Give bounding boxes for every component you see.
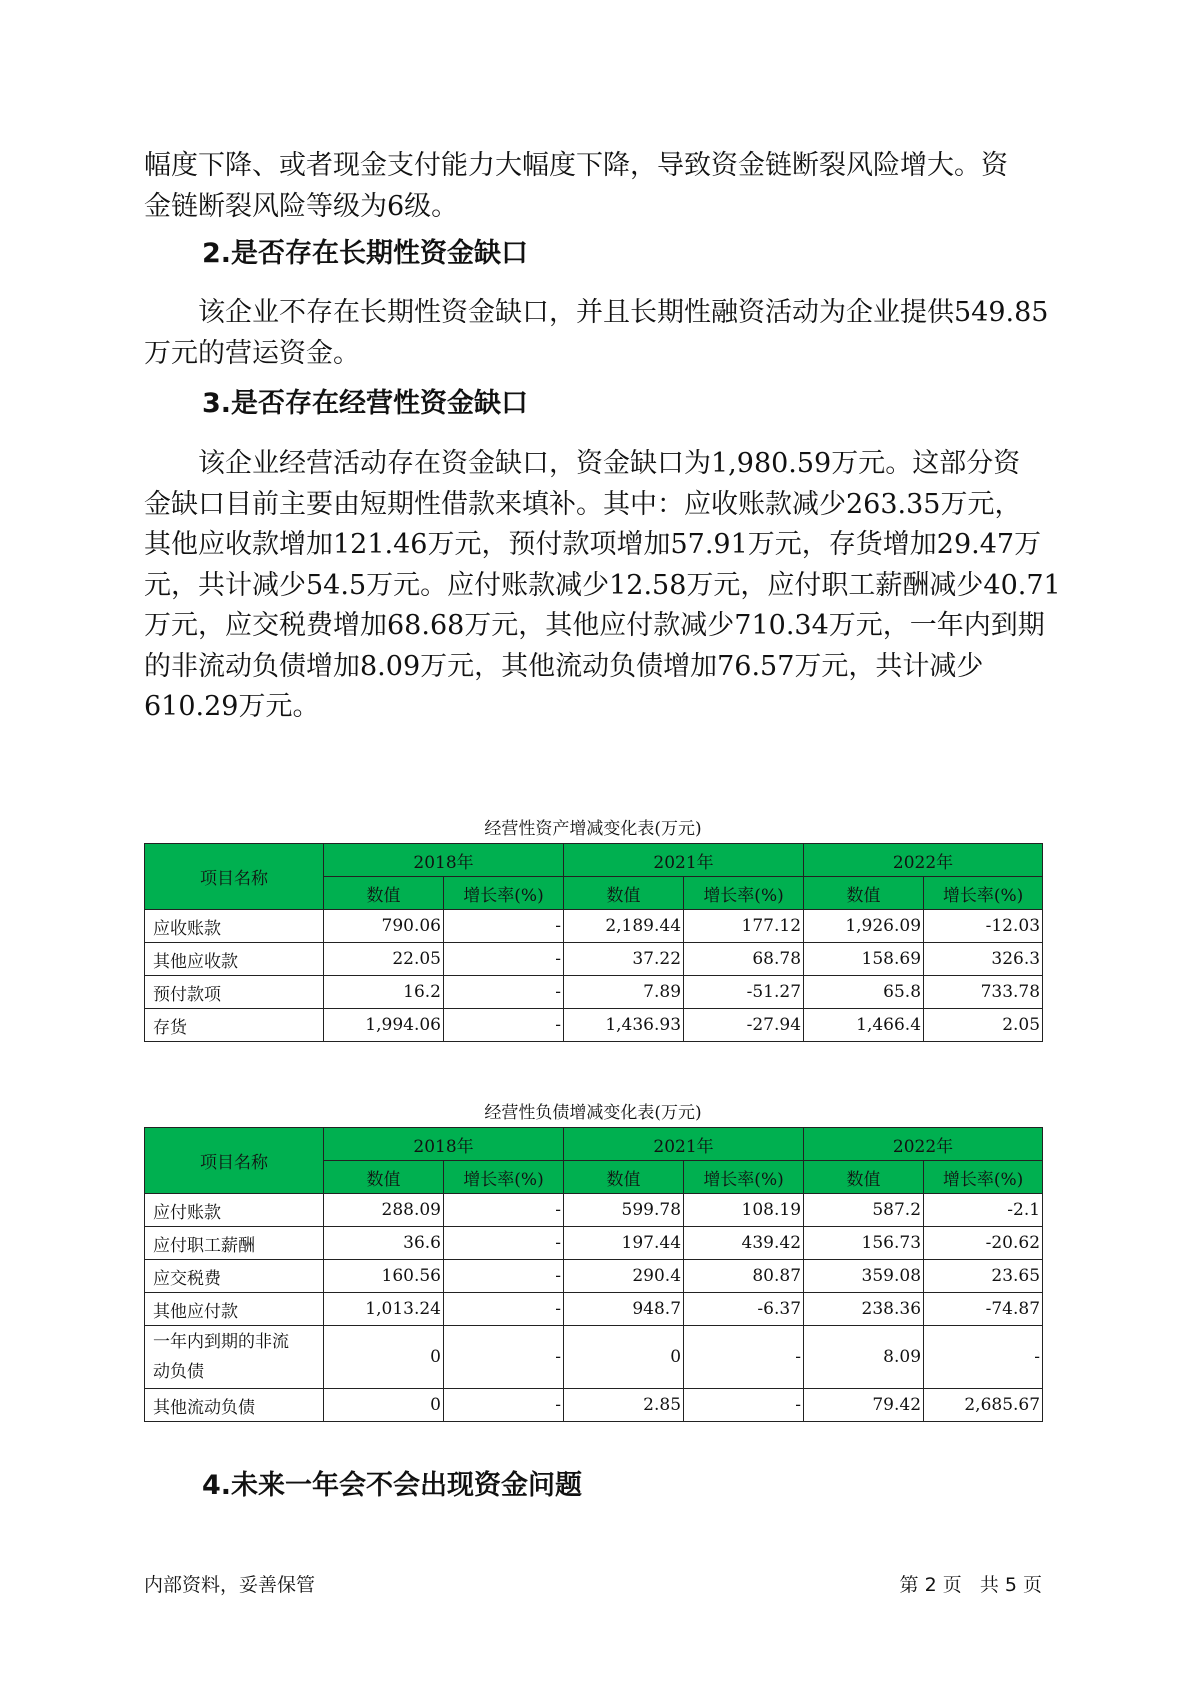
cell-rate-2018: - <box>444 1389 564 1422</box>
cell-rate-2018: - <box>444 1194 564 1227</box>
cell-item-name-line: 一年内到期的非流 <box>153 1332 289 1352</box>
cell-value-2022: 79.42 <box>804 1389 924 1422</box>
cell-value-2021: 2.85 <box>564 1389 684 1422</box>
cell-value-2022: 587.2 <box>804 1194 924 1227</box>
cell-item-name: 存货 <box>145 1009 324 1042</box>
text-line: 元，共计减少54.5万元。应付账款减少12.58万元，应付职工薪酬减少40.71 <box>144 569 1061 601</box>
table-row <box>145 1227 1043 1260</box>
text-line: 幅度下降、或者现金支付能力大幅度下降，导致资金链断裂风险增大。资 <box>144 150 1008 181</box>
cell-value-2022: 1,926.09 <box>804 910 924 943</box>
text-line: 该企业经营活动存在资金缺口，资金缺口为1,980.59万元。这部分资 <box>144 448 1021 479</box>
cell-value-2021: 290.4 <box>564 1260 684 1293</box>
cell-rate-2021: 177.12 <box>684 910 804 943</box>
cell-item-name: 应付职工薪酬 <box>145 1227 324 1260</box>
heading-next-year-funding: 4.未来一年会不会出现资金问题 <box>202 1470 583 1501</box>
cell-item-name: 应交税费 <box>145 1260 324 1293</box>
cell-rate-2018: - <box>444 1293 564 1326</box>
column-header-year-2018: 2018年 <box>324 1128 564 1161</box>
footer-confidential-note: 内部资料，妥善保管 <box>144 1574 316 1596</box>
footer-page-number: 第 2 页 共 5 页 <box>899 1574 1042 1596</box>
text-line: 该企业不存在长期性资金缺口，并且长期性融资活动为企业提供549.85 <box>144 297 1049 328</box>
column-header-value: 数值 <box>324 1161 444 1194</box>
cell-rate-2022: -74.87 <box>924 1293 1043 1326</box>
cell-value-2022: 238.36 <box>804 1293 924 1326</box>
column-header-rate: 增长率(%) <box>444 877 564 910</box>
column-header-value: 数值 <box>564 1161 684 1194</box>
table-row <box>145 1389 1043 1422</box>
cell-item-name: 其他流动负债 <box>145 1389 324 1422</box>
cell-rate-2021: -27.94 <box>684 1009 804 1042</box>
paragraph-risk-level <box>144 146 1064 227</box>
cell-value-2018: 36.6 <box>324 1227 444 1260</box>
table-row <box>145 1293 1043 1326</box>
text-line: 其他应收款增加121.46万元，预付款项增加57.91万元，存货增加29.47万 <box>144 529 1042 560</box>
cell-item-name: 应收账款 <box>145 910 324 943</box>
heading-long-term-gap: 2.是否存在长期性资金缺口 <box>202 238 529 269</box>
cell-rate-2021: 108.19 <box>684 1194 804 1227</box>
cell-value-2018: 790.06 <box>324 910 444 943</box>
cell-value-2022: 156.73 <box>804 1227 924 1260</box>
table-row <box>145 943 1043 976</box>
cell-rate-2018: - <box>444 943 564 976</box>
column-header-value: 数值 <box>564 877 684 910</box>
column-header-rate: 增长率(%) <box>924 877 1043 910</box>
text-line: 金缺口目前主要由短期性借款来填补。其中：应收账款减少263.35万元， <box>144 488 1022 520</box>
column-header-year-2022: 2022年 <box>804 844 1043 877</box>
cell-rate-2022: -20.62 <box>924 1227 1043 1260</box>
cell-item-name: 预付款项 <box>145 976 324 1009</box>
table-row <box>145 1194 1043 1227</box>
cell-rate-2021: -6.37 <box>684 1293 804 1326</box>
text-line: 金链断裂风险等级为6级。 <box>144 190 459 222</box>
cell-value-2018: 160.56 <box>324 1260 444 1293</box>
cell-rate-2018: - <box>444 1009 564 1042</box>
cell-rate-2021: - <box>684 1326 804 1389</box>
cell-item-name: 应付账款 <box>145 1194 324 1227</box>
cell-rate-2018: - <box>444 1326 564 1389</box>
cell-value-2022: 1,466.4 <box>804 1009 924 1042</box>
cell-value-2018: 16.2 <box>324 976 444 1009</box>
cell-value-2021: 7.89 <box>564 976 684 1009</box>
table-row <box>145 976 1043 1009</box>
column-header-value: 数值 <box>804 877 924 910</box>
cell-value-2021: 0 <box>564 1326 684 1389</box>
table-row <box>145 1260 1043 1293</box>
cell-rate-2022: -2.1 <box>924 1194 1043 1227</box>
cell-rate-2021: 439.42 <box>684 1227 804 1260</box>
text-line: 万元，应交税费增加68.68万元，其他应付款减少710.34万元，一年内到期 <box>144 610 1045 641</box>
operating-assets-table <box>144 843 1043 1042</box>
cell-value-2022: 158.69 <box>804 943 924 976</box>
cell-value-2021: 197.44 <box>564 1227 684 1260</box>
column-header-year-2022: 2022年 <box>804 1128 1043 1161</box>
cell-rate-2018: - <box>444 1260 564 1293</box>
cell-value-2018: 288.09 <box>324 1194 444 1227</box>
column-header-rate: 增长率(%) <box>684 877 804 910</box>
cell-rate-2022: 326.3 <box>924 943 1043 976</box>
table-caption-assets: 经营性资产增减变化表(万元) <box>484 819 702 839</box>
cell-item-name-line: 动负债 <box>153 1362 204 1382</box>
cell-rate-2021: 80.87 <box>684 1260 804 1293</box>
cell-value-2018: 0 <box>324 1326 444 1389</box>
table-row <box>145 910 1043 943</box>
text-line: 万元的营运资金。 <box>144 337 360 369</box>
cell-value-2021: 599.78 <box>564 1194 684 1227</box>
column-header-rate: 增长率(%) <box>684 1161 804 1194</box>
cell-value-2018: 1,994.06 <box>324 1009 444 1042</box>
column-header-value: 数值 <box>324 877 444 910</box>
table-caption-liabilities: 经营性负债增减变化表(万元) <box>484 1103 702 1123</box>
cell-value-2022: 65.8 <box>804 976 924 1009</box>
heading-operating-gap: 3.是否存在经营性资金缺口 <box>202 388 529 419</box>
column-header-value: 数值 <box>804 1161 924 1194</box>
cell-value-2018: 22.05 <box>324 943 444 976</box>
column-header-rate: 增长率(%) <box>444 1161 564 1194</box>
cell-rate-2018: - <box>444 1227 564 1260</box>
cell-rate-2018: - <box>444 910 564 943</box>
cell-value-2021: 1,436.93 <box>564 1009 684 1042</box>
column-header-year-2021: 2021年 <box>564 1128 804 1161</box>
cell-rate-2018: - <box>444 976 564 1009</box>
cell-value-2021: 948.7 <box>564 1293 684 1326</box>
cell-rate-2022: 733.78 <box>924 976 1043 1009</box>
cell-rate-2021: - <box>684 1389 804 1422</box>
cell-value-2022: 8.09 <box>804 1326 924 1389</box>
cell-rate-2021: 68.78 <box>684 943 804 976</box>
cell-item-name <box>145 1326 324 1389</box>
cell-value-2022: 359.08 <box>804 1260 924 1293</box>
cell-value-2018: 0 <box>324 1389 444 1422</box>
column-header-rate: 增长率(%) <box>924 1161 1043 1194</box>
column-header-year-2021: 2021年 <box>564 844 804 877</box>
cell-value-2018: 1,013.24 <box>324 1293 444 1326</box>
operating-liabilities-table <box>144 1127 1043 1422</box>
column-header-year-2018: 2018年 <box>324 844 564 877</box>
cell-item-name: 其他应付款 <box>145 1293 324 1326</box>
text-line: 610.29万元。 <box>144 691 320 722</box>
cell-rate-2022: -12.03 <box>924 910 1043 943</box>
cell-rate-2022: 2.05 <box>924 1009 1043 1042</box>
table-row <box>145 1009 1043 1042</box>
table-row <box>145 1326 1043 1389</box>
cell-value-2021: 2,189.44 <box>564 910 684 943</box>
cell-value-2021: 37.22 <box>564 943 684 976</box>
column-header-item-name: 项目名称 <box>145 1128 324 1194</box>
paragraph-operating-gap <box>144 444 1064 728</box>
column-header-item-name: 项目名称 <box>145 844 324 910</box>
cell-rate-2022: - <box>924 1326 1043 1389</box>
paragraph-long-term-gap <box>144 293 1064 374</box>
cell-rate-2022: 23.65 <box>924 1260 1043 1293</box>
cell-rate-2022: 2,685.67 <box>924 1389 1043 1422</box>
cell-item-name: 其他应收款 <box>145 943 324 976</box>
text-line: 的非流动负债增加8.09万元，其他流动负债增加76.57万元，共计减少 <box>144 650 984 682</box>
cell-rate-2021: -51.27 <box>684 976 804 1009</box>
